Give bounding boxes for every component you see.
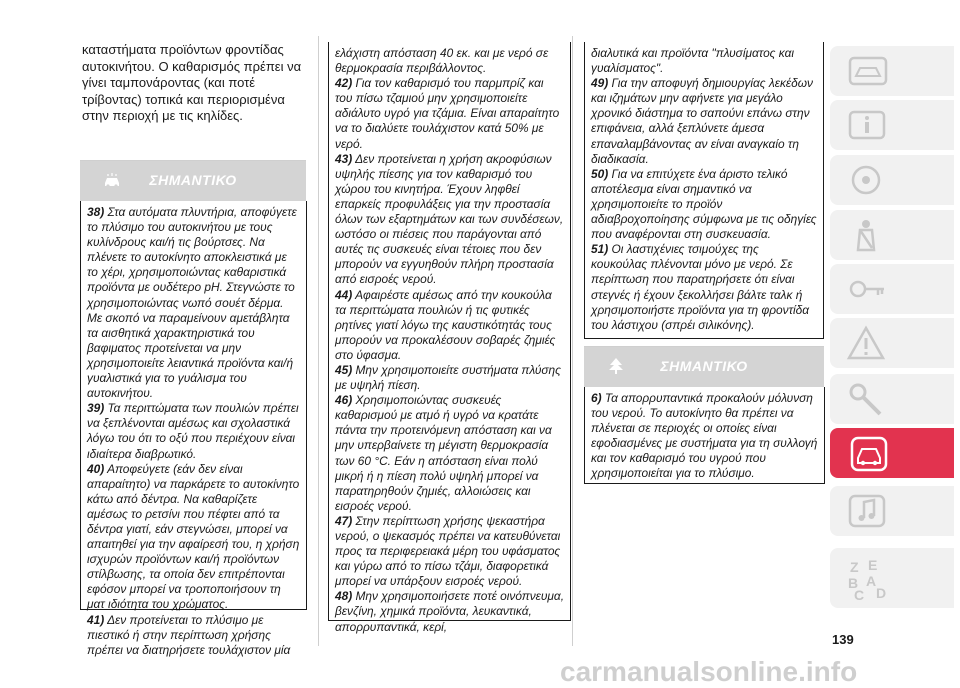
- svg-text:A: A: [866, 573, 877, 589]
- note-6: 6) Τα απορρυπαντικά προκαλούν μόλυνση του νερού. Το αυτοκίνητο θα πρέπει να πλένεται σε περιοχές οι οποίες είναι εφοδιασμένες με συστήματα για τη συλλογή και τον καθαρισμό του υγρού που χρησιμοποιείται για το πλύσιμο.: [591, 391, 818, 481]
- music-note-icon: [846, 492, 890, 530]
- tab-media[interactable]: [830, 486, 954, 536]
- key-icon: [846, 270, 890, 308]
- note-40: 40) Αποφεύγετε (εάν δεν είναι απαραίτητο) να παρκάρετε το αυτοκίνητο κάτω από δέντρα. Να καθαρίζετε αμέσως το ρετσίνι που πέφτει από τα δέντρα γιατί, εάν στεγνώσει, μπορεί να απαιτηθεί για την αφαίρεσή του, η χρήση ισχυρών προϊόντων και/ή προϊόντων στίλβωσης, τα οποία δεν επιτρέπονται εφόσον μπορεί να τροποποιήσουν τη ματ ιδιότητα του χρώματος.: [87, 461, 300, 612]
- steering-wheel-icon: [846, 161, 890, 199]
- note-39: 39) Τα περιττώματα των πουλιών πρέπει να ξεπλένονται αμέσως και σχολαστικά λόγω του ότι το οξύ που περιέχουν είναι ιδιαίτερα διαβρωτικό.: [87, 401, 299, 461]
- note-45: 45) Μην χρησιμοποιείτε συστήματα πλύσης με υψηλή πίεση.: [335, 362, 561, 393]
- watermark: carmanualsonline.info: [560, 656, 858, 687]
- note-51: 51) Οι λαστιχένιες τσιμούχες της κουκούλας πλένονται μόνο με νερό. Σε περίπτωση που παρατηρήσετε ότι είναι στεγνές ή έχουν ξεκολλήσει βάλτε ταλκ ή χρησιμοποιήστε προϊόντα για τη φροντίδα του λάστιχου (σπρέι σιλικόνης).: [591, 242, 810, 332]
- tab-key[interactable]: [830, 264, 954, 314]
- note-47: 47) Στην περίπτωση χρήσης ψεκαστήρα νερού, ο ψεκασμός πρέπει να κατευθύνεται προς τα περιφερειακά μέρη του υφάσματος και γύρω από το πίσω τζάμι, διαφορετικά μπορεί να υπάρξουν εισροές νερού.: [335, 513, 561, 589]
- important-panel-2: [328, 42, 571, 634]
- tab-seatbelt[interactable]: [830, 210, 954, 260]
- column-divider: [318, 36, 319, 646]
- important-banner-1: [80, 160, 306, 201]
- page-number: 139: [832, 632, 854, 647]
- note-50: 50) Για να επιτύχετε ένα άριστο τελικό αποτέλεσμα είναι σημαντικό να χρησιμοποιείτε το προϊόν αδιαβροχοποίησης σύμφωνα με τις οδηγίες που αναφέρονται στη συσκευασία.: [591, 166, 817, 242]
- svg-text:D: D: [876, 585, 887, 601]
- important-banner-2: [584, 346, 824, 387]
- note-49: 49) Για την αποφυγή δημιουργίας λεκέδων και ιζημάτων μην αφήνετε για μεγάλο χρονικό διάστημα το σαπούνι επάνω στην επιφάνεια, αλλά ξεπλύνετε άμεσα επαναλαμβάνοντας αν είναι αναγκαίο τη διαδικασία.: [591, 76, 813, 166]
- note-48-continued: διαλυτικά και προϊόντα "πλυσίματος και γυαλίσματος".: [591, 46, 794, 76]
- tab-warning[interactable]: [830, 318, 954, 368]
- tab-info[interactable]: [830, 100, 954, 150]
- tab-car-maintenance[interactable]: [830, 428, 954, 478]
- svg-text:B: B: [848, 575, 859, 591]
- wrench-icon: [846, 380, 890, 418]
- important-banner-label: ΣΗΜΑΝΤΙΚΟ: [149, 172, 237, 188]
- tab-index[interactable]: [830, 548, 954, 608]
- column-divider: [572, 36, 573, 646]
- note-41: 41) Δεν προτείνεται το πλύσιμο με πιεστικό ή στην περίπτωση χρήσης πρέπει να διατηρήσετε τουλάχιστον μία: [87, 612, 291, 657]
- intro-paragraph: καταστήματα προϊόντων φροντίδας αυτοκινήτου. Ο καθαρισμός πρέπει να γίνει ταμπονάροντας (και ποτέ τρίβοντας) τοπικά και περιορισμένα στην περιοχή με τις κηλίδες.: [82, 42, 302, 124]
- note-43: 43) Δεν προτείνεται η χρήση ακροφύσιων υψηλής πίεσης για τον καθαρισμό του χώρου του κινητήρα. Έχουν ληφθεί επαρκείς προφυλάξεις για την προστασία όλων των εξαρτημάτων και των συνδέσεων, ωστόσο οι πιέσεις που παράγονται από αυτές τις συσκευές είναι τέτοιες που δεν μπορούν να εγγυηθούν πλήρη προστασία από εισροές νερού.: [335, 151, 564, 287]
- note-41-continued: ελάχιστη απόσταση 40 εκ. και με νερό σε θερμοκρασία περιβάλλοντος.: [335, 46, 549, 76]
- warning-triangle-icon: [846, 324, 890, 362]
- tab-wrench[interactable]: [830, 374, 954, 424]
- alphabet-index-icon: [846, 554, 890, 602]
- note-42: 42) Για τον καθαρισμό του παρμπρίζ και του πίσω τζαμιού μην χρησιμοποιείτε αδιάλυτο υγρό για τζάμια. Είναι απαραίτητο να το διαλύετε τουλάχιστον κατά 50% με νερό.: [335, 76, 560, 151]
- important-banner-label: ΣΗΜΑΝΤΙΚΟ: [660, 358, 748, 374]
- car-dashboard-icon: [846, 52, 890, 90]
- tab-car-dashboard[interactable]: [830, 46, 954, 96]
- note-44: 44) Αφαιρέστε αμέσως από την κουκούλα τα περιττώματα πουλιών ή τις φυτικές ρητίνες γιατί λόγω της καυστικότητάς τους μπορούν να προκαλέσουν σοβαρές ζημιές στο ύφασμα.: [335, 287, 556, 362]
- note-38: 38) Στα αυτόματα πλυντήρια, αποφύγετε το πλύσιμο του αυτοκινήτου με τους κυλίνδρους και/ή τις βούρτσες. Να πλένετε το αυτοκίνητο αποκλειστικά με το χέρι, χρησιμοποιώντας καθαριστικά προϊόντα με ουδέτερο pH. Στεγνώστε το χρησιμοποιώντας νωπό σουέτ δέρμα. Με σκοπό να παραμείνουν αμετάβλητα τα αισθητικά χαρακτηριστικά του βαφιματος προτείνεται να μην χρησιμοποιείτε λειαντικά προϊόντα και/ή γυαλιστικά για το γυάλισμα του αυτοκινήτου.: [87, 205, 297, 401]
- important-panel-4: [584, 387, 825, 484]
- svg-text:C: C: [854, 587, 865, 602]
- tab-steering[interactable]: [830, 155, 954, 205]
- note-48: 48) Μην χρησιμοποιήσετε ποτέ οινόπνευμα, βενζίνη, χημικά προϊόντα, λευκαντικά, απορρυπαντικά, κερί,: [335, 589, 564, 634]
- svg-text:Z: Z: [850, 559, 859, 575]
- seatbelt-icon: [846, 216, 890, 254]
- important-panel-1: [80, 201, 307, 657]
- important-panel-3: [584, 42, 824, 339]
- svg-text:E: E: [868, 557, 878, 573]
- car-maintenance-icon: [846, 434, 894, 474]
- note-46: 46) Χρησιμοποιώντας συσκευές καθαρισμού με ατμό ή υγρό να κρατάτε πάντα την προτεινόμενη απόσταση και να μην υπερβαίνετε τη μέγιστη θερμοκρασία των 60 °C. Εάν η απόσταση είναι πολύ μικρή ή η πίεση πολύ υψηλή μπορεί να παρατηρηθούν ζημιές, αλλοιώσεις και εισροές νερού.: [335, 393, 552, 513]
- info-icon: [846, 106, 890, 144]
